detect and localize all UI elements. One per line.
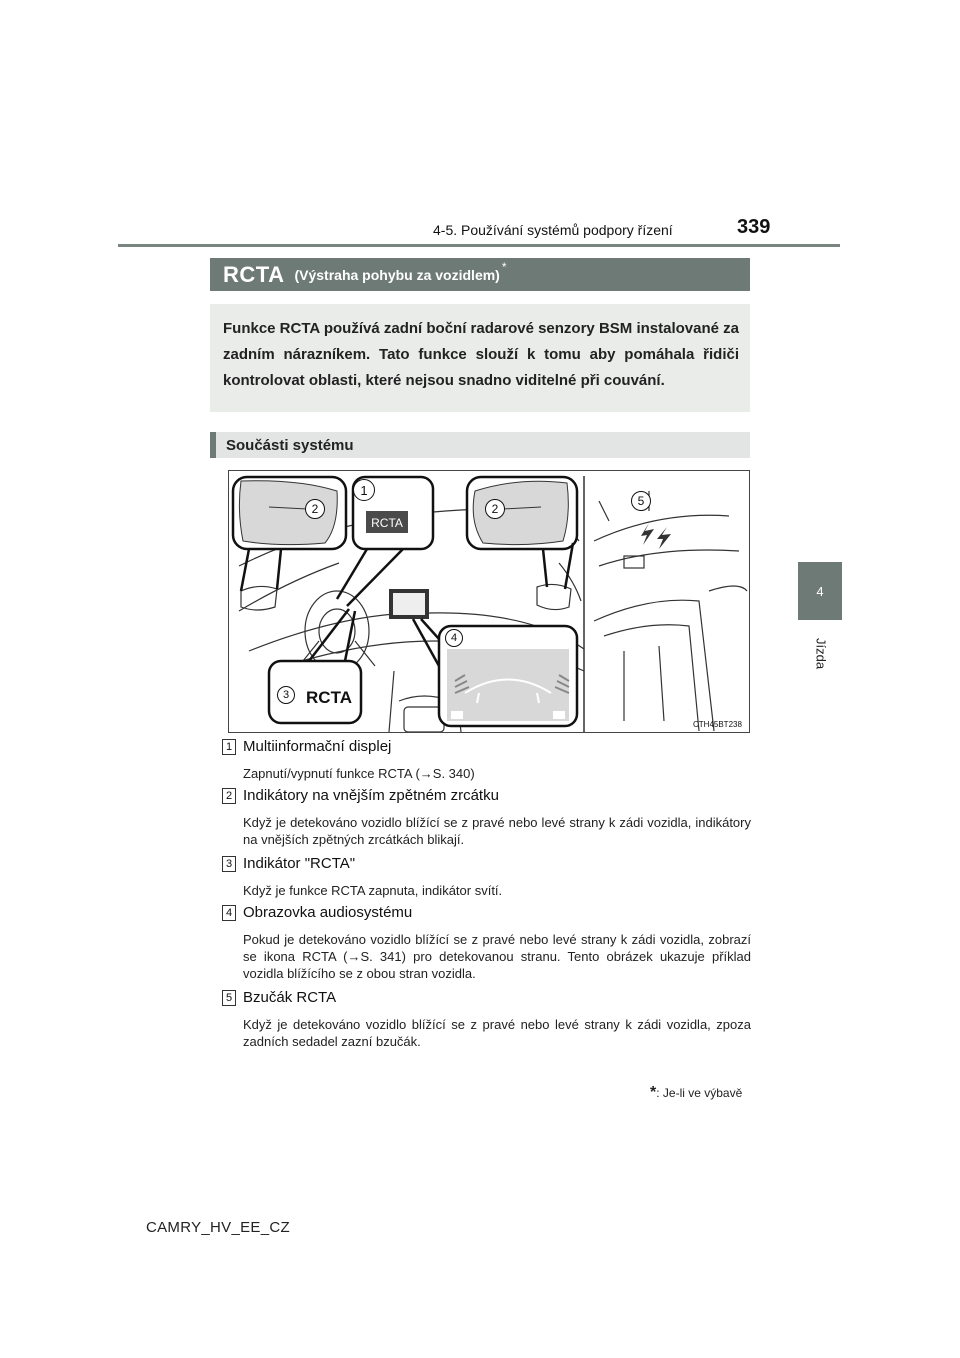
chapter-number: 4 [816, 583, 824, 599]
item-1-desc: Zapnutí/vypnutí funkce RCTA (→S. 340) [243, 766, 475, 781]
subheading-text: Součásti systému [226, 436, 354, 454]
subheading [210, 432, 750, 458]
header-rule [118, 244, 840, 247]
footnote-text: : Je-li ve výbavě [656, 1086, 743, 1100]
item-1 [222, 739, 236, 755]
footnote [650, 1084, 742, 1102]
footnote-asterisk: * [650, 1084, 657, 1101]
page-number: 339 [737, 216, 771, 238]
heading-asterisk: * [501, 259, 507, 274]
section-title: 4-5. Používání systémů podpory řízení [433, 222, 673, 238]
item-5 [222, 990, 236, 1006]
item-number: 5 [222, 990, 236, 1006]
system-illustration [228, 470, 750, 733]
item-4 [222, 905, 236, 921]
item-number: 1 [222, 739, 236, 755]
item-5-desc: Když je detekováno vozidlo blížící se z pravé nebo levé strany k zádi vozidla, zpoza zadních sedadel zazní bzučák. [243, 1017, 751, 1049]
heading-main: RCTA [223, 261, 285, 287]
item-number: 4 [222, 905, 236, 921]
item-3-desc: Když je funkce RCTA zapnuta, indikátor svítí. [243, 883, 503, 898]
item-1-title: Multiinformační displej [243, 738, 392, 755]
chapter-label: Jízda [813, 638, 829, 670]
item-2 [222, 788, 236, 804]
item-3 [222, 856, 236, 872]
chapter-tab [798, 562, 842, 620]
document-code: CAMRY_HV_EE_CZ [146, 1219, 290, 1236]
item-4-title: Obrazovka audiosystému [243, 904, 413, 921]
item-2-desc: Když je detekováno vozidlo blížící se z pravé nebo levé strany k zádi vozidla, indikátory na vnějších zpětných zrcátkách blikají. [243, 815, 751, 847]
intro-box: Funkce RCTA používá zadní boční radarové senzory BSM instalované za zadním nárazníkem. Tato funkce slouží k tomu aby pomáhala řidiči kontrolovat oblasti, které nejsou snadno viditelné při couvání. [210, 304, 750, 412]
item-3-title: Indikátor "RCTA" [243, 855, 356, 872]
callout-1: 1 [353, 479, 375, 501]
item-number: 2 [222, 788, 236, 804]
callout-4: 4 [445, 629, 463, 647]
heading-sub: (Výstraha pohybu za vozidlem) [294, 266, 500, 283]
callout-5: 5 [631, 491, 651, 511]
item-5-title: Bzučák RCTA [243, 989, 337, 1006]
svg-text:RCTA: RCTA [371, 516, 403, 530]
svg-text:RCTA: RCTA [306, 688, 352, 707]
item-2-title: Indikátory na vnějším zpětném zrcátku [243, 787, 499, 804]
callout-2-right: 2 [485, 499, 505, 519]
section-heading [210, 258, 750, 291]
figure-code: CTH45BT238 [693, 720, 742, 729]
callout-2-left: 2 [305, 499, 325, 519]
item-number: 3 [222, 856, 236, 872]
item-4-desc: Pokud je detekováno vozidlo blížící se z pravé nebo levé strany k zádi vozidla, zobrazí se ikona RCTA (→S. 341) pro detekovanou stranu. Tento obrázek ukazuje příklad vozidla blížícího se z obou stran vozidla. [243, 932, 751, 981]
callout-3: 3 [277, 686, 295, 704]
